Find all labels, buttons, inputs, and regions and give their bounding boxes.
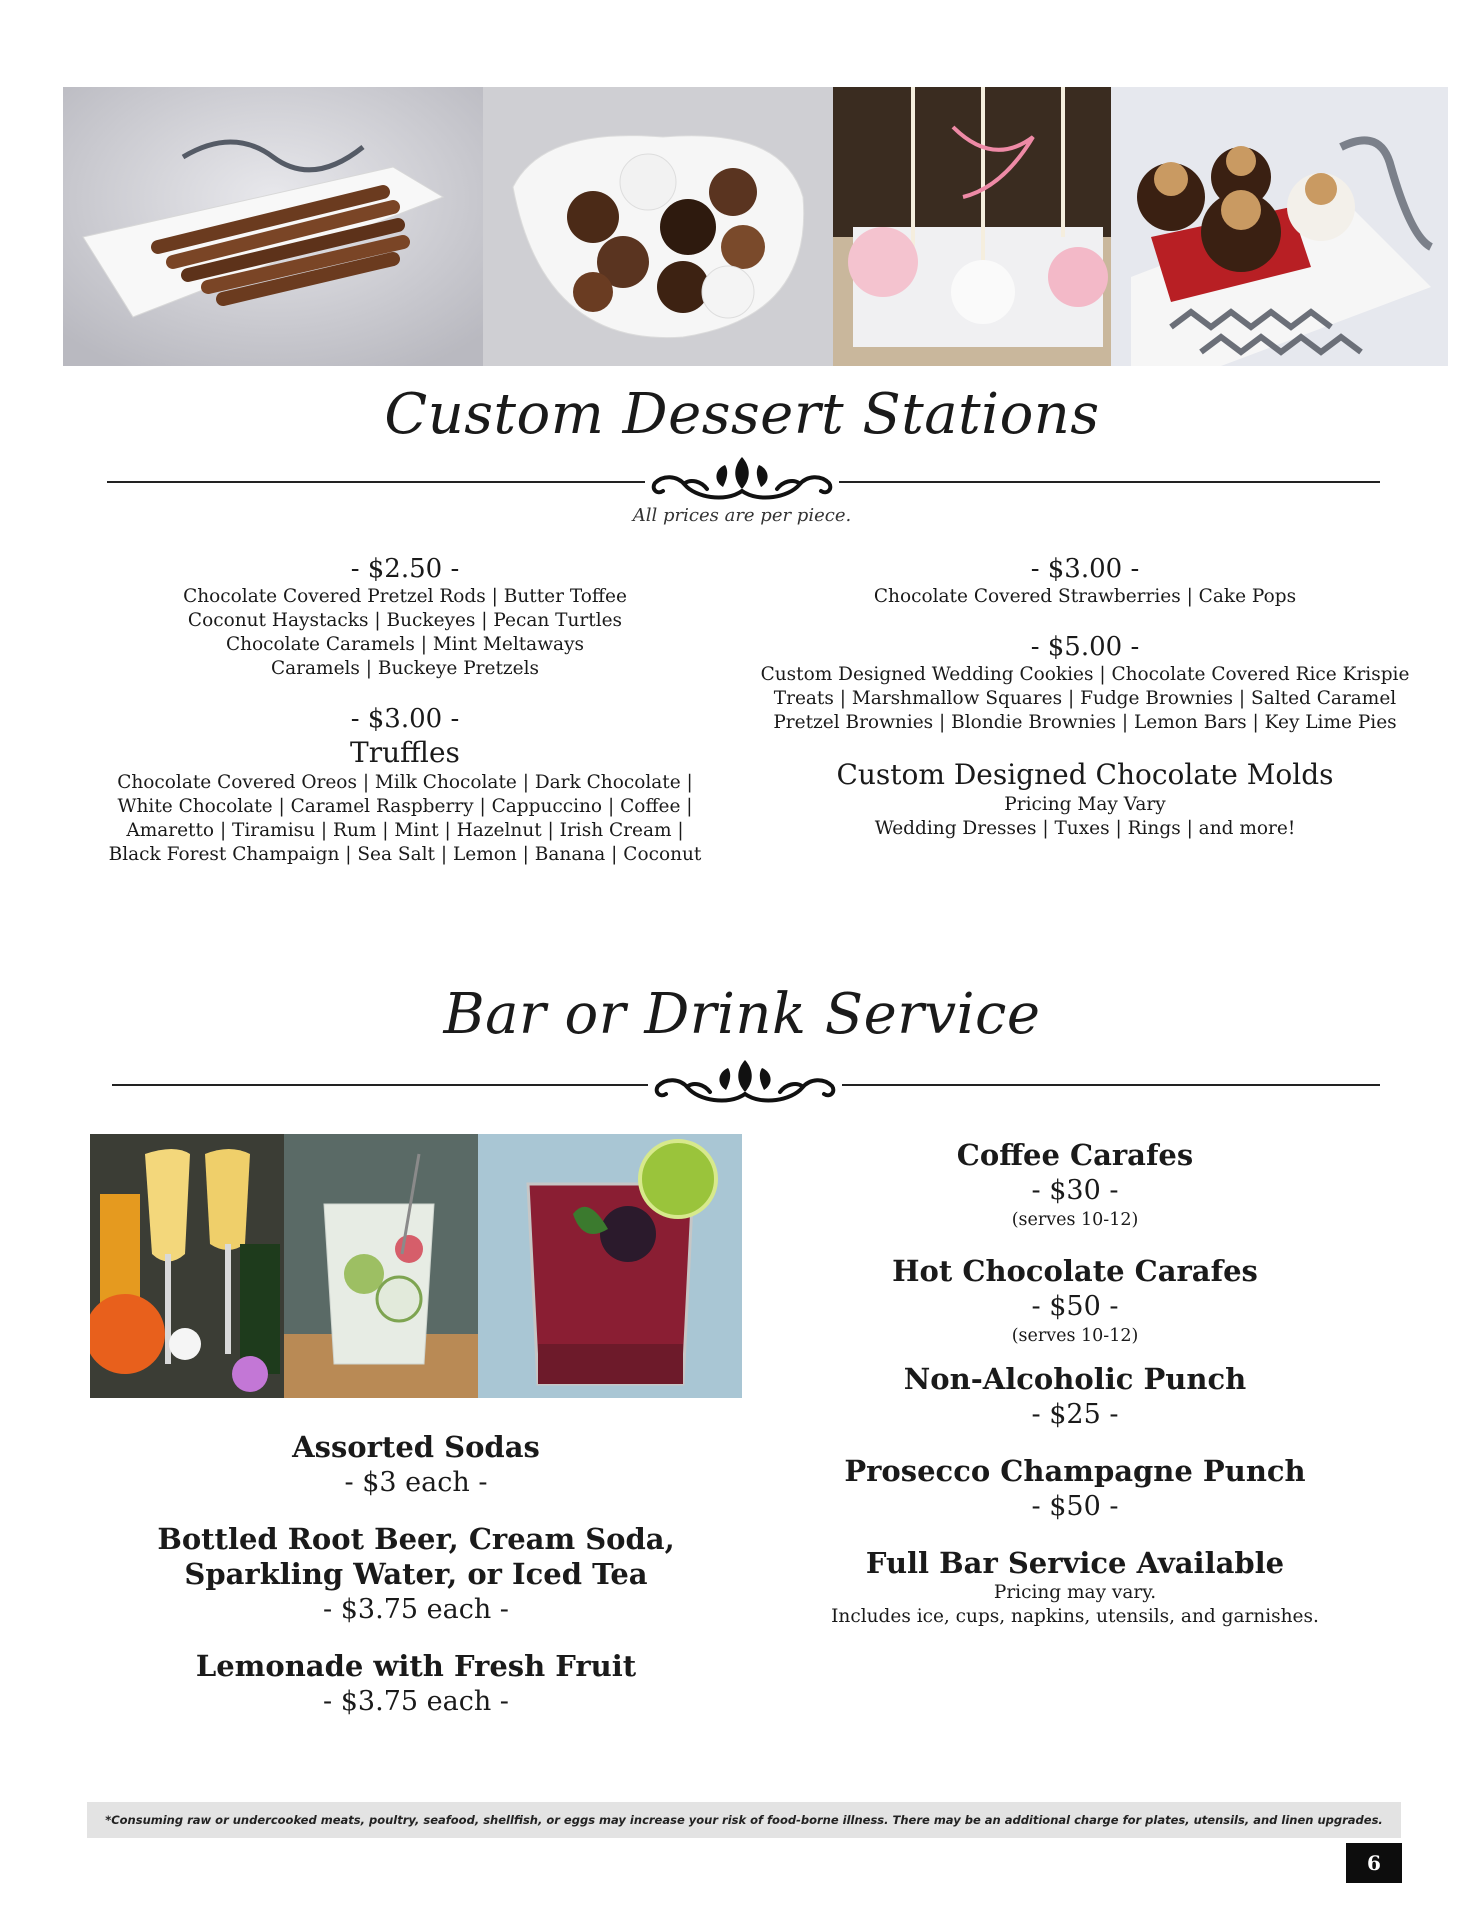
ornament-flourish-icon [648,1056,842,1106]
truffle-item-line: Black Forest Champaign | Sea Salt | Lemon | Banana | Coconut [108,844,702,865]
drink-item-name: Non-Alcoholic Punch [903,1362,1247,1396]
drink-item-note: Includes ice, cups, napkins, utensils, and garnishes. [831,1606,1319,1627]
drink-item-name: Coffee Carafes [956,1138,1194,1172]
drink-item-note: (serves 10-12) [1011,1210,1139,1230]
pretzel-rods-photo [63,87,483,366]
drink-item-note: (serves 10-12) [1011,1326,1139,1346]
drink-item-price: - $25 - [1031,1399,1119,1430]
drink-item-name: Hot Chocolate Carafes [892,1254,1258,1288]
dessert-right-column [745,553,1425,841]
section-divider-left [112,1084,648,1086]
dessert-item-line: Chocolate Covered Strawberries | Cake Pops [873,586,1297,607]
drink-item-name: Full Bar Service Available [865,1546,1285,1580]
truffles-subheading: Truffles [350,736,460,769]
dessert-item-line: Treats | Marshmallow Squares | Fudge Brownies | Salted Caramel [773,688,1397,709]
drinks-left-column [90,1430,742,1719]
truffle-item-line: Amaretto | Tiramisu | Rum | Mint | Hazelnut | Irish Cream | [126,820,684,841]
section-divider-right [842,1084,1380,1086]
drink-item-price: - $30 - [1031,1175,1119,1206]
section-divider-left [107,481,645,483]
price-tier-label: - $2.50 - [350,554,460,584]
page-number: 6 [1346,1843,1402,1883]
drink-item-name: Lemonade with Fresh Fruit [195,1649,637,1683]
dessert-item-line: Custom Designed Wedding Cookies | Chocolate Covered Rice Krispie [760,664,1410,685]
buckeyes-photo [1111,87,1448,366]
drink-item-name: Assorted Sodas [292,1430,540,1464]
dessert-section-title: Custom Dessert Stations [384,382,1100,447]
cake-pops-photo [833,87,1111,366]
truffle-item-line: Chocolate Covered Oreos | Milk Chocolate | Dark Chocolate | [117,772,693,793]
drink-item-price: - $50 - [1031,1291,1119,1322]
drink-item-note: Pricing may vary. [993,1582,1157,1603]
drink-item-name: Bottled Root Beer, Cream Soda, [157,1522,675,1556]
drink-item-price: - $3.75 each - [323,1594,509,1625]
drink-item-name: Prosecco Champagne Punch [844,1454,1306,1488]
berry-cocktail-photo [478,1134,742,1398]
drinks-right-column [775,1138,1375,1629]
pricing-note: All prices are per piece. [632,505,852,526]
dessert-item-line: Pretzel Brownies | Blondie Brownies | Lemon Bars | Key Lime Pies [773,712,1397,733]
ornament-flourish-icon [645,453,839,503]
chocolate-molds-subheading: Custom Designed Chocolate Molds [836,758,1334,791]
dessert-item-line: Chocolate Covered Pretzel Rods | Butter Toffee [183,586,627,607]
dessert-item-line: Caramels | Buckeye Pretzels [270,658,540,679]
section-divider-right [839,481,1380,483]
dessert-left-column [60,553,750,867]
mimosa-photo [90,1134,284,1398]
chocolate-truffles-photo [483,87,833,366]
molds-item-line: Pricing May Vary [1004,794,1166,815]
price-tier-label: - $3.00 - [1030,554,1140,584]
molds-item-line: Wedding Dresses | Tuxes | Rings | and more! [874,818,1296,839]
footer-disclaimer: *Consuming raw or undercooked meats, poultry, seafood, shellfish, or eggs may increase your risk of food-borne illness. There may be an additional charge for plates, utensils, and linen upgrades. [87,1802,1401,1838]
bar-section-title: Bar or Drink Service [443,982,1041,1047]
drink-item-price: - $3 each - [344,1467,488,1498]
dessert-item-line: Coconut Haystacks | Buckeyes | Pecan Turtles [187,610,623,631]
drink-item-price: - $50 - [1031,1491,1119,1522]
truffle-item-line: White Chocolate | Caramel Raspberry | Cappuccino | Coffee | [117,796,693,817]
price-tier-label: - $5.00 - [1030,632,1140,662]
dessert-item-line: Chocolate Caramels | Mint Meltaways [225,634,585,655]
infused-water-photo [284,1134,478,1398]
price-tier-label: - $3.00 - [350,704,460,734]
drink-item-price: - $3.75 each - [323,1686,509,1717]
drink-item-name: Sparkling Water, or Iced Tea [184,1557,648,1591]
